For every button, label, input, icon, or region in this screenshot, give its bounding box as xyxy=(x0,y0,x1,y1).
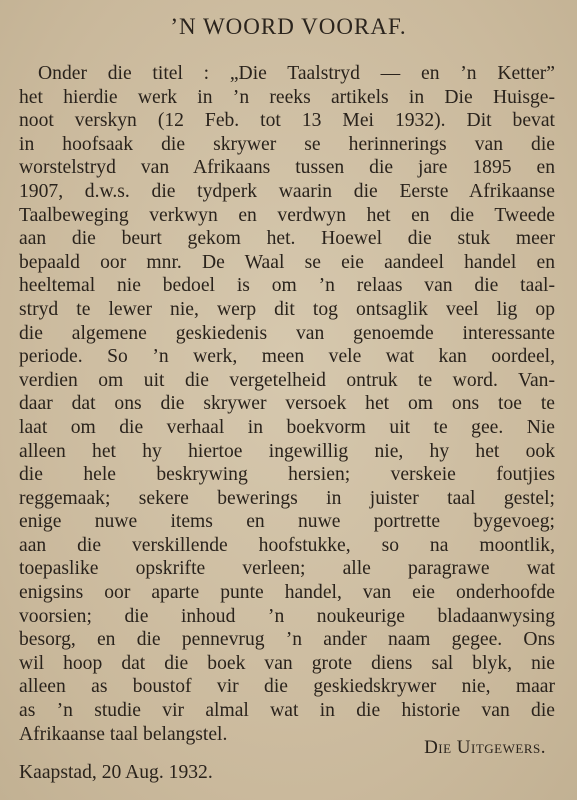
text-line: reggemaak; sekere bewerings in juister taal gestel; xyxy=(19,487,555,509)
text-line: stryd te lewer nie, werp dit tog ontsaglik veel lig op xyxy=(19,298,555,320)
text-line: laat om die verhaal in boekvorm uit te gee. Nie xyxy=(19,416,555,438)
text-line: as ’n studie vir almal wat in die historie van die xyxy=(19,700,555,722)
text-line: verdien om uit die vergetelheid ontruk te word. Van- xyxy=(19,369,555,391)
publisher-signature: Die Uitgewers. xyxy=(424,737,546,758)
text-line: daar dat ons die skrywer versoek het om ons toe te xyxy=(19,393,555,415)
text-line: wil hoop dat die boek van grote diens sal blyk, nie xyxy=(19,652,555,674)
text-line: 1907, d.w.s. die tydperk waarin die Eerste Afrikaanse xyxy=(19,180,555,202)
text-line: heeltemal nie bedoel is om ’n relaas van die taal- xyxy=(19,275,555,297)
text-line: Taalbeweging verkwyn en verdwyn het en die Tweede xyxy=(19,204,555,226)
text-line: alleen as boustof vir die geskiedskrywer nie, maar xyxy=(19,676,555,698)
text-line: in hoofsaak die skrywer se herinnerings van die xyxy=(19,133,555,155)
text-line: die algemene geskiedenis van genoemde interessante xyxy=(19,322,555,344)
place-and-date: Kaapstad, 20 Aug. 1932. xyxy=(19,762,213,783)
text-line: toepaslike opskrifte verleen; alle paragrawe wat xyxy=(19,558,555,580)
foreword-paragraph xyxy=(19,62,555,746)
text-line: aan die verskillende hoofstukke, so na moontlik, xyxy=(19,534,555,556)
text-line: noot verskyn (12 Feb. tot 13 Mei 1932). Dit bevat xyxy=(19,110,555,132)
text-line: enige nuwe items en nuwe portrette bygevoeg; xyxy=(19,511,555,533)
text-line: enigsins oor aparte punte handel, van eie onderhoofde xyxy=(19,582,555,604)
text-line: worstelstryd van Afrikaans tussen die jare 1895 en xyxy=(19,157,555,179)
text-line: het hierdie werk in ’n reeks artikels in Die Huisge- xyxy=(19,86,555,108)
text-line: alleen het hy hiertoe ingewillig nie, hy het ook xyxy=(19,440,555,462)
text-line: voorsien; die inhoud ’n noukeurige bladaanwysing xyxy=(19,605,555,627)
text-line: aan die beurt gekom het. Hoewel die stuk meer xyxy=(19,228,555,250)
text-line: periode. So ’n werk, meen vele wat kan oordeel, xyxy=(19,346,555,368)
text-line: bepaald oor mnr. De Waal se eie aandeel handel en xyxy=(19,251,555,273)
text-line: Afrikaanse taal belangstel. xyxy=(19,723,228,745)
text-line: besorg, en die pennevrug ’n ander naam gegee. Ons xyxy=(19,629,555,651)
text-line: Onder die titel : „Die Taalstryd — en ’n Ketter” xyxy=(38,63,555,84)
page-title: ’N WOORD VOORAF. xyxy=(170,14,407,39)
text-line: die hele beskrywing hersien; verskeie foutjies xyxy=(19,464,555,486)
